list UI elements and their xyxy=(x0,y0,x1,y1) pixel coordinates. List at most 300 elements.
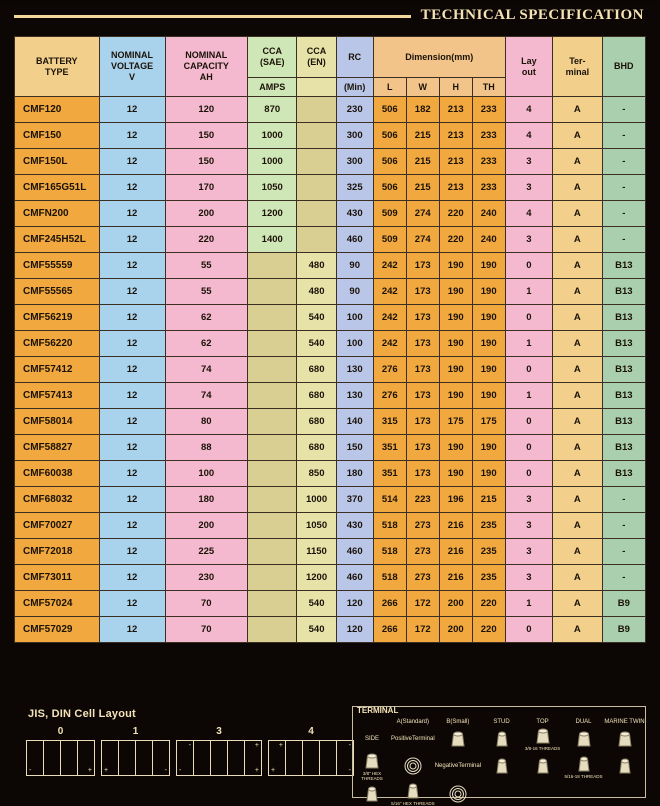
cell-bhd: - xyxy=(602,123,645,149)
cell-terminal: A xyxy=(553,227,602,253)
table-header-row-1 xyxy=(15,37,646,78)
cell-cca-sae xyxy=(247,461,296,487)
header-terminal-l1: Ter- xyxy=(569,55,586,66)
cell-dim-l: 242 xyxy=(373,253,406,279)
cell-nominal-voltage: 12 xyxy=(99,175,165,201)
cell-polarity-mark: - xyxy=(348,742,351,749)
header-nominal-voltage xyxy=(99,37,165,97)
cell-cca-en xyxy=(297,97,336,123)
cell-battery-type: CMF120 xyxy=(15,97,100,123)
table-row xyxy=(15,591,646,617)
terminal-legend-cell xyxy=(435,781,481,806)
terminal-legend-corner xyxy=(353,717,391,726)
cell-nominal-voltage: 12 xyxy=(99,539,165,565)
cell-dim-w: 273 xyxy=(406,539,439,565)
cell-rc: 430 xyxy=(336,201,373,227)
cell-layout-diagram xyxy=(268,740,354,776)
cell-bhd: B13 xyxy=(602,357,645,383)
cell-layout-label: 4 xyxy=(308,726,314,737)
cell-dim-th: 175 xyxy=(472,409,505,435)
cell-layout-group xyxy=(26,726,95,776)
terminal-legend-column-header: STUD xyxy=(493,718,510,725)
cell-dim-h: 220 xyxy=(439,227,472,253)
table-row xyxy=(15,383,646,409)
terminal-legend-cell xyxy=(353,781,391,806)
spec-sheet-page xyxy=(0,4,660,804)
cell-dim-l: 351 xyxy=(373,435,406,461)
table-row xyxy=(15,539,646,565)
cell-dim-h: 220 xyxy=(439,201,472,227)
cell-nominal-voltage: 12 xyxy=(99,591,165,617)
header-dimension: Dimension(mm) xyxy=(373,37,505,78)
cell-cca-en: 540 xyxy=(297,305,336,331)
cell-dim-th: 233 xyxy=(472,175,505,201)
cell-terminal: A xyxy=(553,201,602,227)
header-nominal-capacity-l1: NOMINAL xyxy=(185,50,228,60)
cell-layout: 3 xyxy=(505,149,552,175)
cell-battery-type: CMF56220 xyxy=(15,331,100,357)
cell-nominal-voltage: 12 xyxy=(99,305,165,331)
cell-bhd: - xyxy=(602,565,645,591)
cell-cca-en: 1000 xyxy=(297,487,336,513)
cell-cca-sae: 1000 xyxy=(247,123,296,149)
cell-cca-en xyxy=(297,175,336,201)
header-battery-type-l2: TYPE xyxy=(45,66,69,77)
cell-dim-th: 233 xyxy=(472,123,505,149)
cell-battery-type: CMF57024 xyxy=(15,591,100,617)
table-row xyxy=(15,279,646,305)
cell-polarity-mark: + xyxy=(254,767,259,774)
cell-layout-diagram xyxy=(176,740,262,776)
terminal-legend-note: 3/8" HEX THREADS xyxy=(361,771,383,781)
cell-dim-l: 506 xyxy=(373,97,406,123)
cell-battery-type: CMFN200 xyxy=(15,201,100,227)
cell-dim-h: 196 xyxy=(439,487,472,513)
cell-battery-type: CMF55559 xyxy=(15,253,100,279)
terminal-legend-grid xyxy=(353,717,645,806)
cell-terminal: A xyxy=(553,175,602,201)
cell-cca-sae xyxy=(247,565,296,591)
cell-nominal-voltage: 12 xyxy=(99,331,165,357)
cell-terminal: A xyxy=(553,305,602,331)
header-terminal-l2: minal xyxy=(565,66,590,77)
cell-cca-en: 850 xyxy=(297,461,336,487)
cell-dim-w: 173 xyxy=(406,279,439,305)
page-header xyxy=(14,4,646,30)
cell-dim-w: 173 xyxy=(406,383,439,409)
cell-cca-en: 680 xyxy=(297,409,336,435)
header-nominal-voltage-l1: NOMINAL xyxy=(111,50,154,60)
cell-layout-diagram xyxy=(26,740,95,776)
cell-dim-h: 216 xyxy=(439,565,472,591)
cell-polarity-mark: + xyxy=(271,767,276,774)
header-cca-sae-l2: (SAE) xyxy=(259,57,285,67)
cell-terminal: A xyxy=(553,565,602,591)
cell-dim-th: 233 xyxy=(472,97,505,123)
cell-nominal-voltage: 12 xyxy=(99,149,165,175)
header-nominal-voltage-l2: VOLTAGE xyxy=(110,61,154,71)
cell-dim-th: 190 xyxy=(472,383,505,409)
cell-layout-group xyxy=(268,726,354,776)
cell-dim-h: 200 xyxy=(439,591,472,617)
cell-bhd: B13 xyxy=(602,279,645,305)
cell-layout-cell xyxy=(61,741,78,775)
header-dim-th: TH xyxy=(472,78,505,97)
cell-bhd: B13 xyxy=(602,305,645,331)
cell-cca-en: 540 xyxy=(297,331,336,357)
cell-nominal-voltage: 12 xyxy=(99,253,165,279)
cell-rc: 460 xyxy=(336,539,373,565)
cell-layout-cell xyxy=(194,741,211,775)
cell-rc: 460 xyxy=(336,565,373,591)
cell-dim-th: 233 xyxy=(472,149,505,175)
cell-dim-th: 190 xyxy=(472,357,505,383)
cell-dim-th: 240 xyxy=(472,201,505,227)
cell-nominal-capacity: 55 xyxy=(165,279,247,305)
table-row xyxy=(15,409,646,435)
terminal-legend-row-label-l1: Positive xyxy=(391,735,413,742)
terminal-legend-cell xyxy=(481,751,522,781)
cell-dim-l: 242 xyxy=(373,331,406,357)
cell-dim-w: 273 xyxy=(406,565,439,591)
bottom-section xyxy=(14,706,646,806)
cell-rc: 100 xyxy=(336,305,373,331)
cell-cca-en xyxy=(297,227,336,253)
page-title: TECHNICAL SPECIFICATION xyxy=(411,4,646,26)
cell-layout: 4 xyxy=(505,97,552,123)
cell-layout-cell xyxy=(44,741,61,775)
cell-dim-w: 215 xyxy=(406,123,439,149)
cell-dim-h: 190 xyxy=(439,253,472,279)
cell-terminal: A xyxy=(553,253,602,279)
cell-nominal-capacity: 120 xyxy=(165,97,247,123)
cell-layout-cell xyxy=(303,741,320,775)
cell-dim-w: 172 xyxy=(406,617,439,643)
cell-dim-w: 173 xyxy=(406,253,439,279)
cell-bhd: - xyxy=(602,175,645,201)
cell-dim-h: 213 xyxy=(439,149,472,175)
cell-bhd: - xyxy=(602,201,645,227)
cell-nominal-capacity: 80 xyxy=(165,409,247,435)
terminal-legend-cell xyxy=(604,751,645,781)
cell-rc: 150 xyxy=(336,435,373,461)
cell-nominal-voltage: 12 xyxy=(99,617,165,643)
cell-dim-l: 518 xyxy=(373,513,406,539)
header-battery-type-l1: BATTERY xyxy=(36,55,78,66)
cell-battery-type: CMF150 xyxy=(15,123,100,149)
cell-battery-type: CMF245H52L xyxy=(15,227,100,253)
cell-dim-l: 266 xyxy=(373,591,406,617)
cell-terminal: A xyxy=(553,383,602,409)
table-row xyxy=(15,357,646,383)
header-nominal-capacity-unit: AH xyxy=(199,72,213,82)
cell-nominal-capacity: 150 xyxy=(165,149,247,175)
cell-nominal-voltage: 12 xyxy=(99,409,165,435)
cell-dim-l: 509 xyxy=(373,201,406,227)
cell-polarity-mark: - xyxy=(164,767,167,774)
cell-dim-w: 223 xyxy=(406,487,439,513)
cell-dim-th: 190 xyxy=(472,279,505,305)
terminal-legend-cell xyxy=(481,726,522,751)
cell-nominal-voltage: 12 xyxy=(99,435,165,461)
cell-layout: 1 xyxy=(505,279,552,305)
cell-layout: 0 xyxy=(505,617,552,643)
table-row xyxy=(15,175,646,201)
cell-layout: 3 xyxy=(505,487,552,513)
cell-nominal-voltage: 12 xyxy=(99,279,165,305)
cell-dim-h: 190 xyxy=(439,383,472,409)
cell-cca-sae xyxy=(247,487,296,513)
cell-layout: 0 xyxy=(505,435,552,461)
cell-battery-type: CMF58827 xyxy=(15,435,100,461)
cell-dim-w: 182 xyxy=(406,97,439,123)
cell-dim-th: 190 xyxy=(472,253,505,279)
spec-table-wrap xyxy=(14,36,646,643)
terminal-legend-row-label xyxy=(391,726,435,751)
cell-cca-sae xyxy=(247,357,296,383)
cell-battery-type: CMF68032 xyxy=(15,487,100,513)
cell-nominal-voltage: 12 xyxy=(99,513,165,539)
cell-polarity-mark: - xyxy=(348,767,351,774)
terminal-legend-column-header: MARINE TWIN xyxy=(604,718,645,725)
cell-nominal-capacity: 150 xyxy=(165,123,247,149)
cell-dim-w: 173 xyxy=(406,409,439,435)
cell-layout: 1 xyxy=(505,383,552,409)
table-row xyxy=(15,435,646,461)
terminal-legend-cell xyxy=(391,751,435,781)
cell-layout: 3 xyxy=(505,513,552,539)
cell-battery-type: CMF60038 xyxy=(15,461,100,487)
cell-dim-h: 175 xyxy=(439,409,472,435)
cell-terminal: A xyxy=(553,123,602,149)
cell-terminal: A xyxy=(553,513,602,539)
table-row xyxy=(15,461,646,487)
cell-terminal: A xyxy=(553,461,602,487)
header-cca-en-unit xyxy=(297,78,336,97)
cell-layout: 0 xyxy=(505,461,552,487)
cell-cca-sae: 1200 xyxy=(247,201,296,227)
cell-nominal-capacity: 225 xyxy=(165,539,247,565)
table-row xyxy=(15,123,646,149)
cell-rc: 130 xyxy=(336,383,373,409)
cell-rc: 120 xyxy=(336,591,373,617)
cell-rc: 140 xyxy=(336,409,373,435)
cell-layout-group xyxy=(176,726,262,776)
cell-layout-cell xyxy=(78,741,94,775)
terminal-legend-title: TERMINAL xyxy=(357,706,399,715)
cell-nominal-capacity: 100 xyxy=(165,461,247,487)
table-row xyxy=(15,149,646,175)
cell-layout-cell xyxy=(27,741,44,775)
terminal-legend-cell xyxy=(435,726,481,751)
cell-terminal: A xyxy=(553,591,602,617)
cell-bhd: - xyxy=(602,539,645,565)
cell-dim-l: 506 xyxy=(373,175,406,201)
cell-terminal: A xyxy=(553,279,602,305)
cell-dim-w: 273 xyxy=(406,513,439,539)
cell-layout: 0 xyxy=(505,253,552,279)
cell-layout-cell xyxy=(102,741,119,775)
cell-rc: 90 xyxy=(336,253,373,279)
cell-layout: 4 xyxy=(505,201,552,227)
header-dim-l: L xyxy=(373,78,406,97)
cell-nominal-voltage: 12 xyxy=(99,201,165,227)
cell-cca-sae xyxy=(247,539,296,565)
cell-layout: 0 xyxy=(505,409,552,435)
cell-dim-l: 506 xyxy=(373,149,406,175)
header-layout-l2: out xyxy=(521,66,536,77)
cell-polarity-mark: - xyxy=(188,742,191,749)
cell-layout-cell xyxy=(136,741,153,775)
cell-layout: 3 xyxy=(505,175,552,201)
cell-nominal-capacity: 88 xyxy=(165,435,247,461)
cell-dim-h: 213 xyxy=(439,175,472,201)
cell-bhd: - xyxy=(602,487,645,513)
cell-polarity-mark: + xyxy=(87,767,92,774)
terminal-legend-column-header: TOP xyxy=(536,718,549,725)
cell-layout-cell xyxy=(153,741,169,775)
cell-terminal: A xyxy=(553,357,602,383)
cell-dim-l: 518 xyxy=(373,539,406,565)
terminal-legend-cell xyxy=(522,751,563,781)
cell-dim-w: 172 xyxy=(406,591,439,617)
cell-bhd: B9 xyxy=(602,591,645,617)
terminal-legend-column-header: B(Small) xyxy=(446,718,470,725)
cell-rc: 90 xyxy=(336,279,373,305)
table-row xyxy=(15,97,646,123)
cell-nominal-capacity: 74 xyxy=(165,383,247,409)
cell-cca-sae xyxy=(247,383,296,409)
cell-nominal-capacity: 70 xyxy=(165,591,247,617)
table-row xyxy=(15,617,646,643)
cell-battery-type: CMF57413 xyxy=(15,383,100,409)
table-body xyxy=(15,97,646,643)
cell-dim-h: 216 xyxy=(439,513,472,539)
cell-bhd: B13 xyxy=(602,461,645,487)
battery-spec-table xyxy=(14,36,646,643)
terminal-legend xyxy=(352,706,646,806)
cell-dim-l: 351 xyxy=(373,461,406,487)
cell-cca-sae xyxy=(247,409,296,435)
cell-dim-l: 276 xyxy=(373,383,406,409)
cell-rc: 180 xyxy=(336,461,373,487)
cell-bhd: - xyxy=(602,97,645,123)
cell-nominal-voltage: 12 xyxy=(99,383,165,409)
cell-layout-cell xyxy=(320,741,337,775)
cell-layout: 3 xyxy=(505,227,552,253)
terminal-legend-cell xyxy=(522,726,563,751)
cell-dim-th: 190 xyxy=(472,435,505,461)
header-cca-en-l2: (EN) xyxy=(307,57,326,67)
cell-terminal: A xyxy=(553,487,602,513)
cell-battery-type: CMF57029 xyxy=(15,617,100,643)
cell-rc: 370 xyxy=(336,487,373,513)
cell-dim-l: 276 xyxy=(373,357,406,383)
cell-polarity-mark: - xyxy=(179,767,182,774)
cell-rc: 100 xyxy=(336,331,373,357)
cell-dim-l: 514 xyxy=(373,487,406,513)
cell-cca-en xyxy=(297,149,336,175)
terminal-legend-cell xyxy=(353,751,391,781)
cell-bhd: B13 xyxy=(602,253,645,279)
cell-dim-h: 213 xyxy=(439,123,472,149)
cell-battery-type: CMF70027 xyxy=(15,513,100,539)
cell-nominal-voltage: 12 xyxy=(99,227,165,253)
cell-rc: 300 xyxy=(336,123,373,149)
terminal-legend-row-label xyxy=(435,751,481,781)
table-row xyxy=(15,305,646,331)
cell-layout-cell xyxy=(286,741,303,775)
terminal-legend-column-header: A(Standard) xyxy=(396,718,430,725)
cell-dim-th: 190 xyxy=(472,461,505,487)
cell-nominal-voltage: 12 xyxy=(99,357,165,383)
cell-terminal: A xyxy=(553,539,602,565)
header-layout xyxy=(505,37,552,97)
cell-polarity-mark: + xyxy=(278,742,283,749)
cell-cca-en: 680 xyxy=(297,383,336,409)
cell-layout-label: 0 xyxy=(57,726,64,737)
cell-dim-th: 240 xyxy=(472,227,505,253)
cell-dim-th: 190 xyxy=(472,305,505,331)
cell-cca-en xyxy=(297,201,336,227)
cell-dim-l: 506 xyxy=(373,123,406,149)
cell-cca-en: 1200 xyxy=(297,565,336,591)
cell-dim-l: 509 xyxy=(373,227,406,253)
cell-cca-en: 540 xyxy=(297,617,336,643)
cell-dim-th: 220 xyxy=(472,591,505,617)
cell-cca-en xyxy=(297,123,336,149)
cell-nominal-capacity: 180 xyxy=(165,487,247,513)
cell-cca-sae xyxy=(247,591,296,617)
terminal-legend-cell xyxy=(563,726,604,751)
cell-dim-th: 235 xyxy=(472,513,505,539)
cell-dim-w: 173 xyxy=(406,435,439,461)
cell-terminal: A xyxy=(553,617,602,643)
cell-dim-h: 190 xyxy=(439,279,472,305)
cell-cca-sae xyxy=(247,279,296,305)
cell-cca-en: 540 xyxy=(297,591,336,617)
cell-layout-label: 1 xyxy=(132,726,139,737)
cell-cca-en: 480 xyxy=(297,279,336,305)
cell-dim-h: 190 xyxy=(439,435,472,461)
cell-battery-type: CMF150L xyxy=(15,149,100,175)
header-rc-unit: (Min) xyxy=(336,78,373,97)
header-nominal-capacity-l2: CAPACITY xyxy=(183,61,229,71)
cell-dim-th: 235 xyxy=(472,539,505,565)
cell-terminal: A xyxy=(553,331,602,357)
terminal-legend-note: 3/8-16 THREADS xyxy=(524,746,561,751)
header-terminal xyxy=(553,37,602,97)
cell-layout: 3 xyxy=(505,539,552,565)
cell-nominal-capacity: 62 xyxy=(165,305,247,331)
cell-layout: 0 xyxy=(505,357,552,383)
cell-rc: 460 xyxy=(336,227,373,253)
cell-dim-h: 216 xyxy=(439,539,472,565)
cell-cca-sae: 1050 xyxy=(247,175,296,201)
cell-cca-sae xyxy=(247,513,296,539)
table-row xyxy=(15,513,646,539)
terminal-legend-note: 5/16-18 THREADS xyxy=(564,773,603,779)
cell-layout-cell xyxy=(245,741,261,775)
cell-nominal-voltage: 12 xyxy=(99,565,165,591)
cell-terminal: A xyxy=(553,409,602,435)
cell-rc: 130 xyxy=(336,357,373,383)
cell-bhd: - xyxy=(602,513,645,539)
cell-layout: 3 xyxy=(505,565,552,591)
cell-polarity-mark: + xyxy=(254,742,259,749)
header-nominal-capacity xyxy=(165,37,247,97)
cell-nominal-capacity: 74 xyxy=(165,357,247,383)
